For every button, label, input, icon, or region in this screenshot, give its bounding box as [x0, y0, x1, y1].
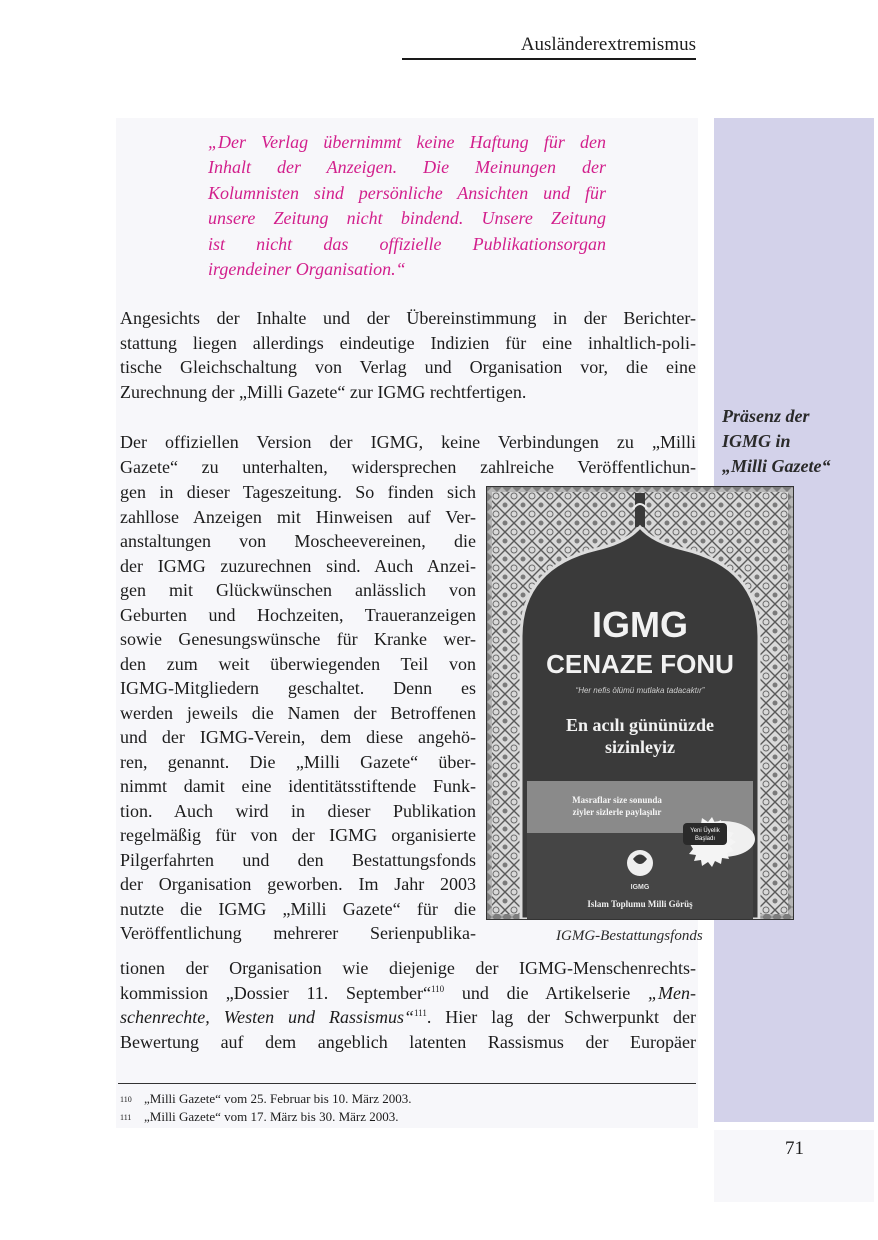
text-line: tische Gleichschaltung von Verlag und Organisation vor, die eine	[120, 357, 696, 378]
text-line: nutzte die IGMG „Milli Gazete“ für die	[120, 898, 476, 919]
footnote-item	[120, 1090, 696, 1108]
quote-block	[208, 130, 606, 282]
margin-heading	[722, 404, 872, 479]
poster-band-line: ziyler sizlerle paylaşılır	[572, 807, 662, 817]
paragraph-2-wrapped-column	[120, 480, 476, 946]
text-line: Pilgerfahrten und den Bestattungsfonds	[120, 849, 476, 870]
text-line: sowie Genesungswünsche für Kranke wer-	[120, 629, 476, 649]
footnote-item	[120, 1108, 696, 1126]
footnote-ref: 111	[413, 1008, 427, 1019]
text-line: der IGMG zuzurechnen sind. Auch Anzei-	[120, 555, 476, 576]
quote-line: ist nicht das offizielle Publikationsorgan	[208, 233, 606, 254]
poster-title: IGMG	[592, 604, 688, 645]
quote-line: Kolumnisten sind persönliche Ansichten und für	[208, 182, 606, 203]
footnotes	[120, 1090, 696, 1126]
footnote-text: „Milli Gazete“ vom 25. Februar bis 10. März 2003.	[144, 1091, 412, 1106]
figure-caption: IGMG-Bestattungsfonds	[556, 928, 703, 944]
footnote-rule	[118, 1083, 696, 1084]
paragraph-1	[120, 306, 696, 404]
footnote-ref: 110	[430, 983, 445, 994]
text-line: IGMG-Mitgliedern geschaltet. Denn es	[120, 678, 476, 698]
footnote-text: „Milli Gazete“ vom 17. März bis 30. März 2003.	[144, 1109, 399, 1124]
text-line: zahllose Anzeigen mit Hinweisen auf Ver-	[120, 506, 476, 527]
poster-logo-text: IGMG	[630, 884, 650, 891]
text-line	[120, 981, 696, 1006]
text-line: Der offiziellen Version der IGMG, keine Verbindungen zu „Milli	[120, 432, 696, 452]
margin-heading-line: IGMG in	[722, 431, 791, 451]
text-line: und der IGMG-Verein, dem diese angehö-	[120, 727, 476, 747]
text-line	[120, 1005, 696, 1030]
quote-line: Inhalt der Anzeigen. Die Meinungen der	[208, 157, 606, 178]
text-line: stattung liegen allerdings eindeutige Indizien für eine inhaltlich-poli-	[120, 332, 696, 353]
text-line: regelmäßig für von der IGMG organisierte	[120, 825, 476, 845]
text-line: Zurechnung der „Milli Gazete“ zur IGMG rechtfertigen.	[120, 381, 527, 402]
text-line: nimmt damit eine identitätsstiftende Funk-	[120, 776, 476, 796]
text-line: Geburten und Hochzeiten, Traueranzeigen	[120, 604, 476, 625]
poster-badge-line: Başladı	[694, 836, 716, 842]
footnote-number: 110	[120, 1095, 132, 1104]
text-run: . Hier lag der Schwerpunkt der	[426, 1007, 696, 1028]
poster-tagline: “Her nefis ölümü mutlaka tadacaktır”	[575, 686, 705, 695]
paragraph-2-end	[120, 956, 696, 1054]
poster-badge-line: Yeni Üyelik	[690, 828, 720, 834]
quote-line: irgendeiner Organisation.“	[208, 259, 406, 280]
header-rule	[402, 58, 696, 60]
text-line: werden jeweils die Namen der Betroffenen	[120, 702, 476, 723]
text-line: Angesichts der Inhalte und der Übereinstimmung in der Berichter-	[120, 308, 696, 328]
page-number: 71	[785, 1138, 804, 1159]
text-line: Bewertung auf dem angeblich latenten Rassismus der Europäer	[120, 1031, 696, 1052]
funeral-fund-poster-image	[486, 486, 794, 920]
text-line: gen in dieser Tageszeitung. So finden sich	[120, 482, 476, 502]
text-line: Gazete“ zu unterhalten, widersprechen zahlreiche Veröffentlichun-	[120, 456, 696, 477]
running-header: Ausländerextremismus	[520, 34, 696, 55]
margin-heading-line: „Milli Gazete“	[722, 456, 831, 476]
series-title: schenrechte, Westen und Rassismus“	[120, 1007, 414, 1028]
text-line: anstaltungen von Moscheevereinen, die	[120, 531, 476, 551]
margin-heading-line: Präsenz der	[722, 406, 810, 426]
poster-slogan-line: sizinleyiz	[605, 737, 675, 757]
paragraph-2-start	[120, 430, 696, 479]
series-title: „Men-	[648, 982, 696, 1003]
text-line: tionen der Organisation wie diejenige der IGMG-Menschenrechts-	[120, 958, 696, 978]
poster-org-name: Islam Toplumu Milli Görüş	[587, 899, 693, 909]
text-line: ren, genannt. Die „Milli Gazete“ über-	[120, 751, 476, 772]
text-line: den zum weit überwiegenden Teil von	[120, 653, 476, 674]
text-line: Veröffentlichung mehrerer Serienpublika-	[120, 923, 476, 943]
text-line: der Organisation geworben. Im Jahr 2003	[120, 874, 476, 894]
text-run: kommission „Dossier 11. September“	[120, 982, 431, 1003]
poster-band-line: Masraflar size sonunda	[572, 795, 662, 805]
poster-slogan-line: En acılı gününüzde	[565, 715, 715, 735]
quote-line: „Der Verlag übernimmt keine Haftung für den	[208, 132, 606, 152]
footnote-number: 111	[120, 1113, 132, 1122]
text-line: tion. Auch wird in dieser Publikation	[120, 800, 476, 821]
text-line: gen mit Glückwünschen anlässlich von	[120, 580, 476, 600]
poster-subtitle: CENAZE FONU	[546, 649, 734, 679]
text-run: und die Artikelserie	[444, 982, 648, 1003]
quote-line: unsere Zeitung nicht bindend. Unsere Zeitung	[208, 208, 606, 229]
